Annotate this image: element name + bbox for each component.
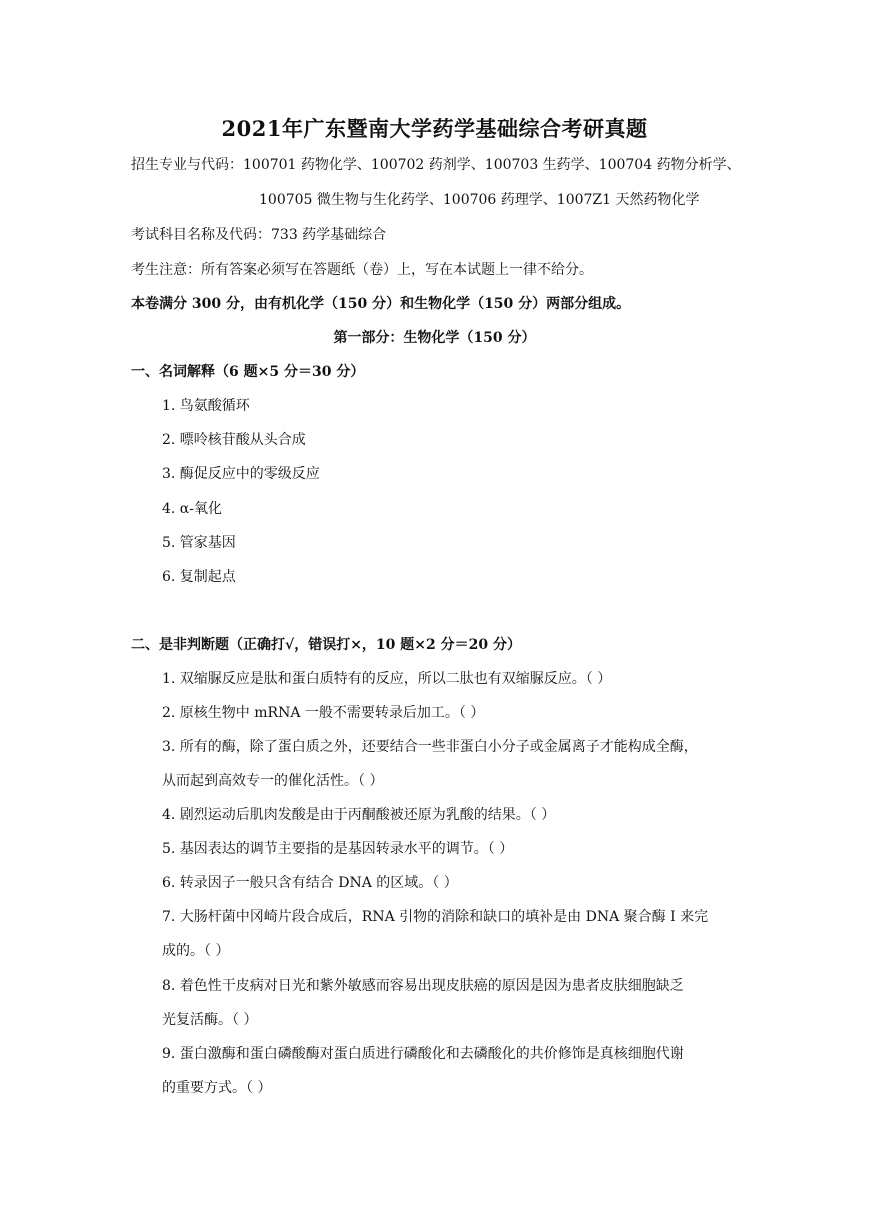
- question-item: 3. 所有的酶，除了蛋白质之外，还要结合一些非蛋白小分子或金属离子才能构成全酶，: [162, 739, 698, 755]
- question-item: 1. 双缩脲反应是肽和蛋白质特有的反应，所以二肽也有双缩脲反应。（ ）: [162, 671, 612, 687]
- score-note: 本卷满分 300 分，由有机化学（150 分）和生物化学（150 分）两部分组成。: [131, 296, 631, 312]
- question-item: 8. 着色性干皮病对日光和紫外敏感而容易出现皮肤癌的原因是因为患者皮肤细胞缺乏: [162, 978, 684, 994]
- question-item: 7. 大肠杆菌中冈崎片段合成后，RNA 引物的消除和缺口的填补是由 DNA 聚合酶 I 来完: [162, 909, 709, 925]
- term-item: 6. 复制起点: [162, 569, 236, 585]
- term-item: 5. 管家基因: [162, 535, 236, 551]
- question-item-cont: 从而起到高效专一的催化活性。（ ）: [162, 773, 384, 789]
- majors-line-1: 招生专业与代码：100701 药物化学、100702 药剂学、100703 生药学、100704 药物分析学、: [131, 157, 741, 173]
- term-item: 3. 酶促反应中的零级反应: [162, 466, 320, 482]
- question-item-cont: 的重要方式。（ ）: [162, 1080, 272, 1096]
- question-item: 9. 蛋白激酶和蛋白磷酸酶对蛋白质进行磷酸化和去磷酸化的共价修饰是真核细胞代谢: [162, 1046, 684, 1062]
- notice-line: 考生注意：所有答案必须写在答题纸（卷）上，写在本试题上一律不给分。: [131, 262, 593, 278]
- majors-line-2: 100705 微生物与生化药学、100706 药理学、1007Z1 天然药物化学: [259, 192, 700, 208]
- section-heading: 二、是非判断题（正确打√，错误打×，10 题×2 分＝20 分）: [131, 637, 521, 653]
- part-title: 第一部分：生物化学（150 分）: [333, 330, 536, 346]
- question-item: 6. 转录因子一般只含有结合 DNA 的区域。（ ）: [162, 875, 458, 891]
- question-item-cont: 光复活酶。（ ）: [162, 1012, 258, 1028]
- term-item: 4. α-氧化: [162, 501, 222, 517]
- page-title: 2021年广东暨南大学药学基础综合考研真题: [221, 116, 648, 141]
- term-item: 1. 鸟氨酸循环: [162, 398, 250, 414]
- question-item: 2. 原核生物中 mRNA 一般不需要转录后加工。（ ）: [162, 705, 485, 721]
- question-item: 4. 剧烈运动后肌肉发酸是由于丙酮酸被还原为乳酸的结果。（ ）: [162, 807, 556, 823]
- section-heading: 一、名词解释（6 题×5 分＝30 分）: [131, 364, 365, 380]
- question-item: 5. 基因表达的调节主要指的是基因转录水平的调节。（ ）: [162, 841, 514, 857]
- subject-line: 考试科目名称及代码：733 药学基础综合: [131, 227, 387, 243]
- question-item-cont: 成的。（ ）: [162, 943, 230, 959]
- term-item: 2. 嘌呤核苷酸从头合成: [162, 432, 306, 448]
